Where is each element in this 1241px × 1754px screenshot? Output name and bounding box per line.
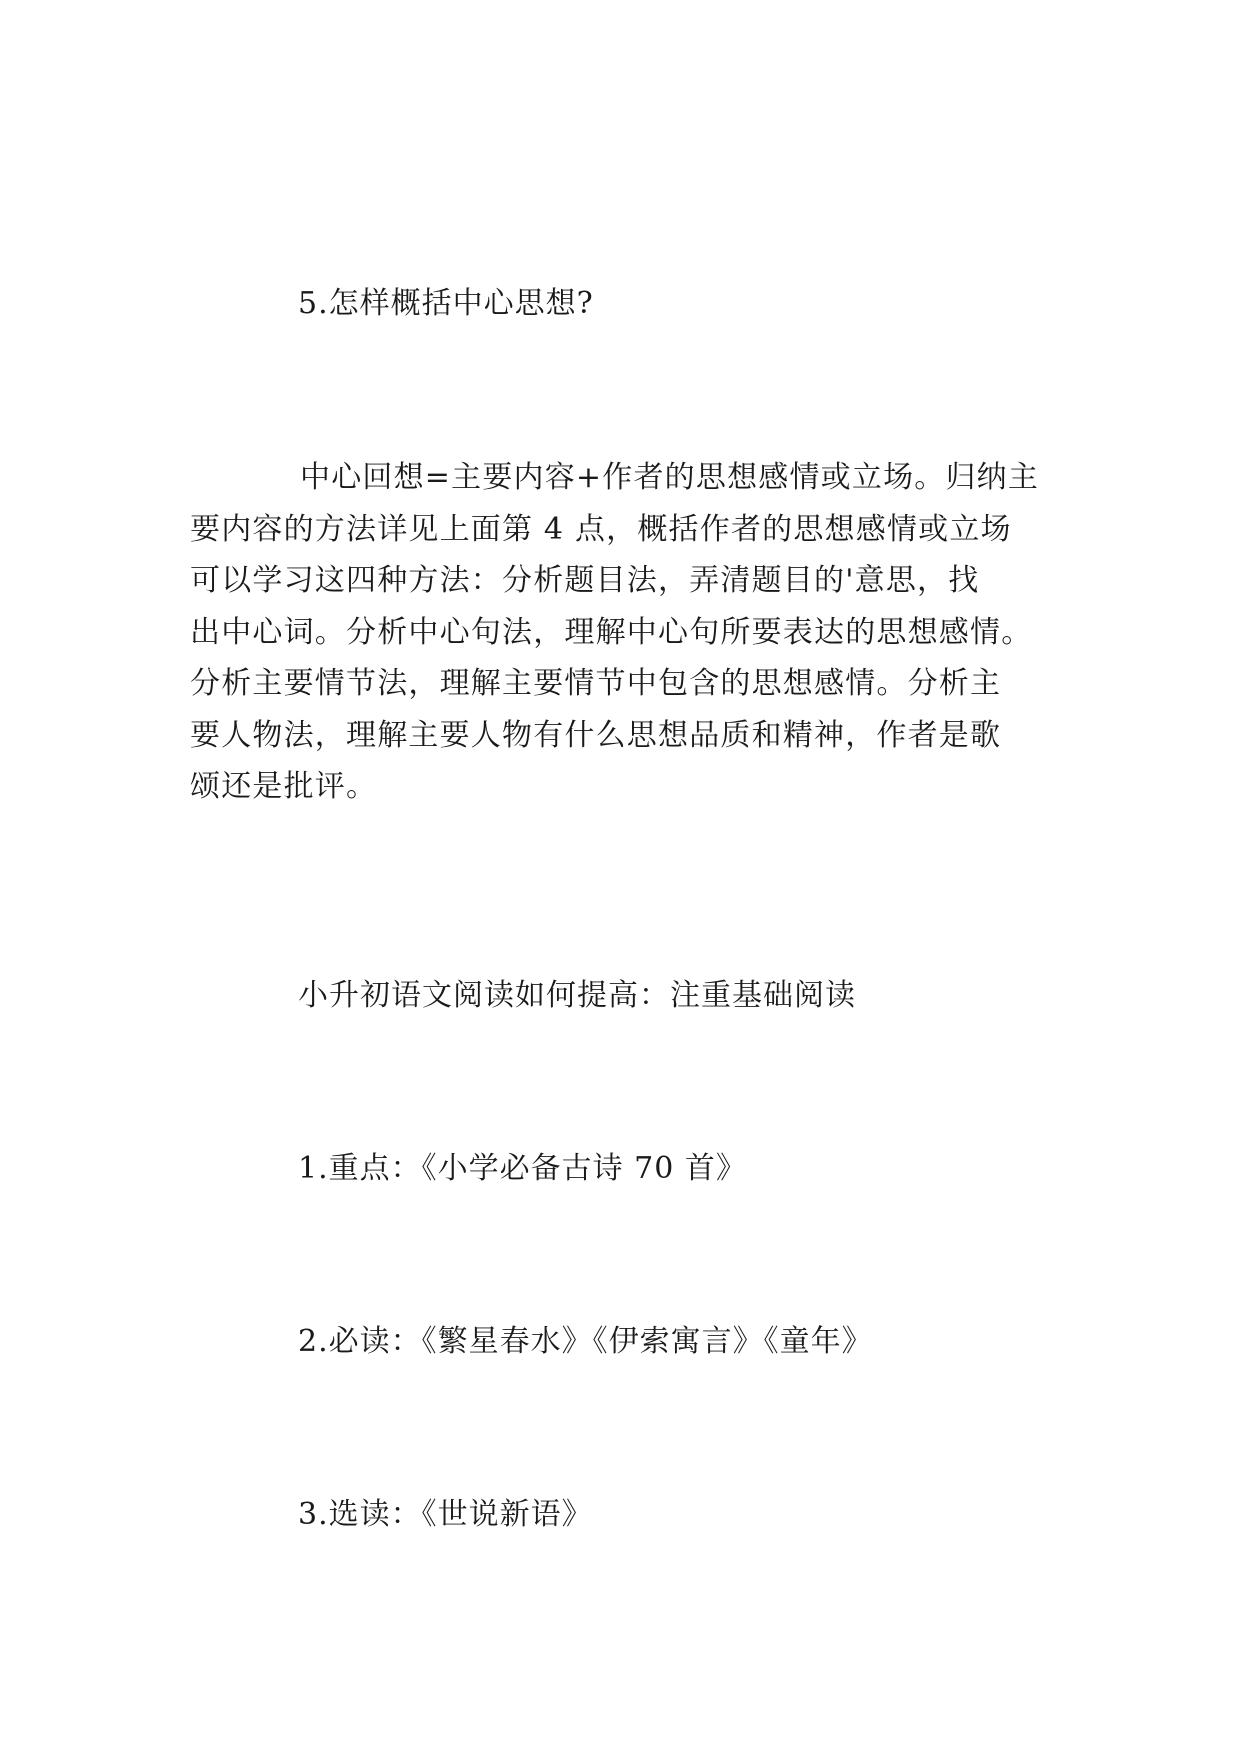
paragraph-line: 中心回想=主要内容+作者的思想感情或立场。归纳主 <box>300 460 1040 495</box>
question-heading: 5.怎样概括中心思想? <box>298 286 594 321</box>
paragraph-line: 要内容的方法详见上面第 4 点，概括作者的思想感情或立场 <box>190 511 1012 547</box>
paragraph-line: 颂还是批评。 <box>190 769 378 804</box>
list-item: 3.选读：《世说新语》 <box>298 1497 593 1532</box>
section-heading: 小升初语文阅读如何提高：注重基础阅读 <box>298 978 856 1013</box>
paragraph-line: 出中心词。分析中心句法，理解中心句所要表达的思想感情。 <box>190 614 1033 650</box>
center-idea-paragraph <box>190 452 1050 813</box>
paragraph-line: 可以学习这四种方法：分析题目法，弄清题目的'意思，找 <box>190 563 980 598</box>
list-item: 1.重点：《小学必备古诗 70 首》 <box>298 1151 747 1186</box>
paragraph-line: 要人物法，理解主要人物有什么思想品质和精神，作者是歌 <box>190 717 1002 753</box>
paragraph-line: 分析主要情节法，理解主要情节中包含的思想感情。分析主 <box>190 666 1002 701</box>
list-item: 2.必读：《繁星春水》《伊索寓言》《童年》 <box>298 1324 873 1359</box>
